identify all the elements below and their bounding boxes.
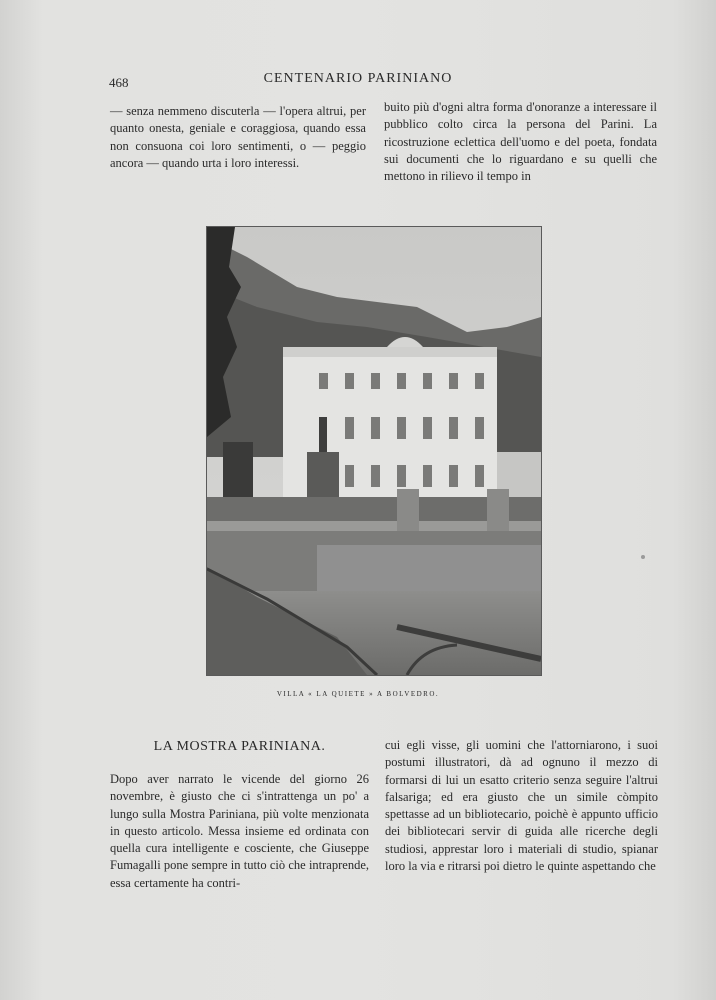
bottom-left-paragraph: Dopo aver narrato le vicende del giorno 26 novembre, è giusto che ci s'intrattenga un po' a lungo sulla Mostra Pariniana, più volte menzionata in questo articolo. Messa insieme ed ordinata con quella cura intelligente e cosciente, che Giuseppe Fumagalli pone sempre in tutto ciò che intraprende, essa certamente ha contri- bbox=[110, 772, 369, 890]
top-left-column bbox=[110, 103, 366, 172]
section-title: LA MOSTRA PARINIANA. bbox=[153, 739, 326, 754]
villa-illustration bbox=[207, 227, 541, 675]
bottom-left-column bbox=[110, 771, 369, 892]
bottom-right-paragraph: cui egli visse, gli uomini che l'attorniarono, i suoi postumi illustratori, dà ad ognuno il mezzo di formarsi di lui un esatto criterio senza seguire l'altrui falsariga; ed era giusto che un simile còmpito spettasse ad un bibliotecario, poichè è appunto ufficio dei bibliotecari servir di guida alle ricerche degli studiosi, apprestar loro i materiali di studio, spianar loro la via e ritrarsi poi dietro le quinte aspettando che bbox=[385, 738, 658, 874]
villa-photograph bbox=[206, 226, 542, 676]
top-right-column bbox=[384, 99, 657, 185]
bottom-right-column bbox=[385, 737, 658, 875]
figure-caption: VILLA « LA QUIETE » A BOLVEDRO. bbox=[276, 690, 440, 698]
page-number: 468 bbox=[109, 75, 129, 90]
top-left-paragraph: — senza nemmeno discuterla — l'opera altrui, per quanto onesta, geniale e coraggiosa, quando essa non consuona coi loro sentimenti, o — peggio ancora — quando urta i loro interessi. bbox=[110, 104, 366, 170]
running-title: CENTENARIO PARINIANO bbox=[263, 71, 453, 86]
paper-speck bbox=[641, 555, 645, 559]
top-right-paragraph: buito più d'ogni altra forma d'onoranze a interessare il pubblico colto circa la persona del Parini. La ricostruzione eclettica dell'uomo e del poeta, fondata sui documenti che lo riguardano e su quelli che mettono in rilievo il tempo in bbox=[384, 100, 657, 184]
